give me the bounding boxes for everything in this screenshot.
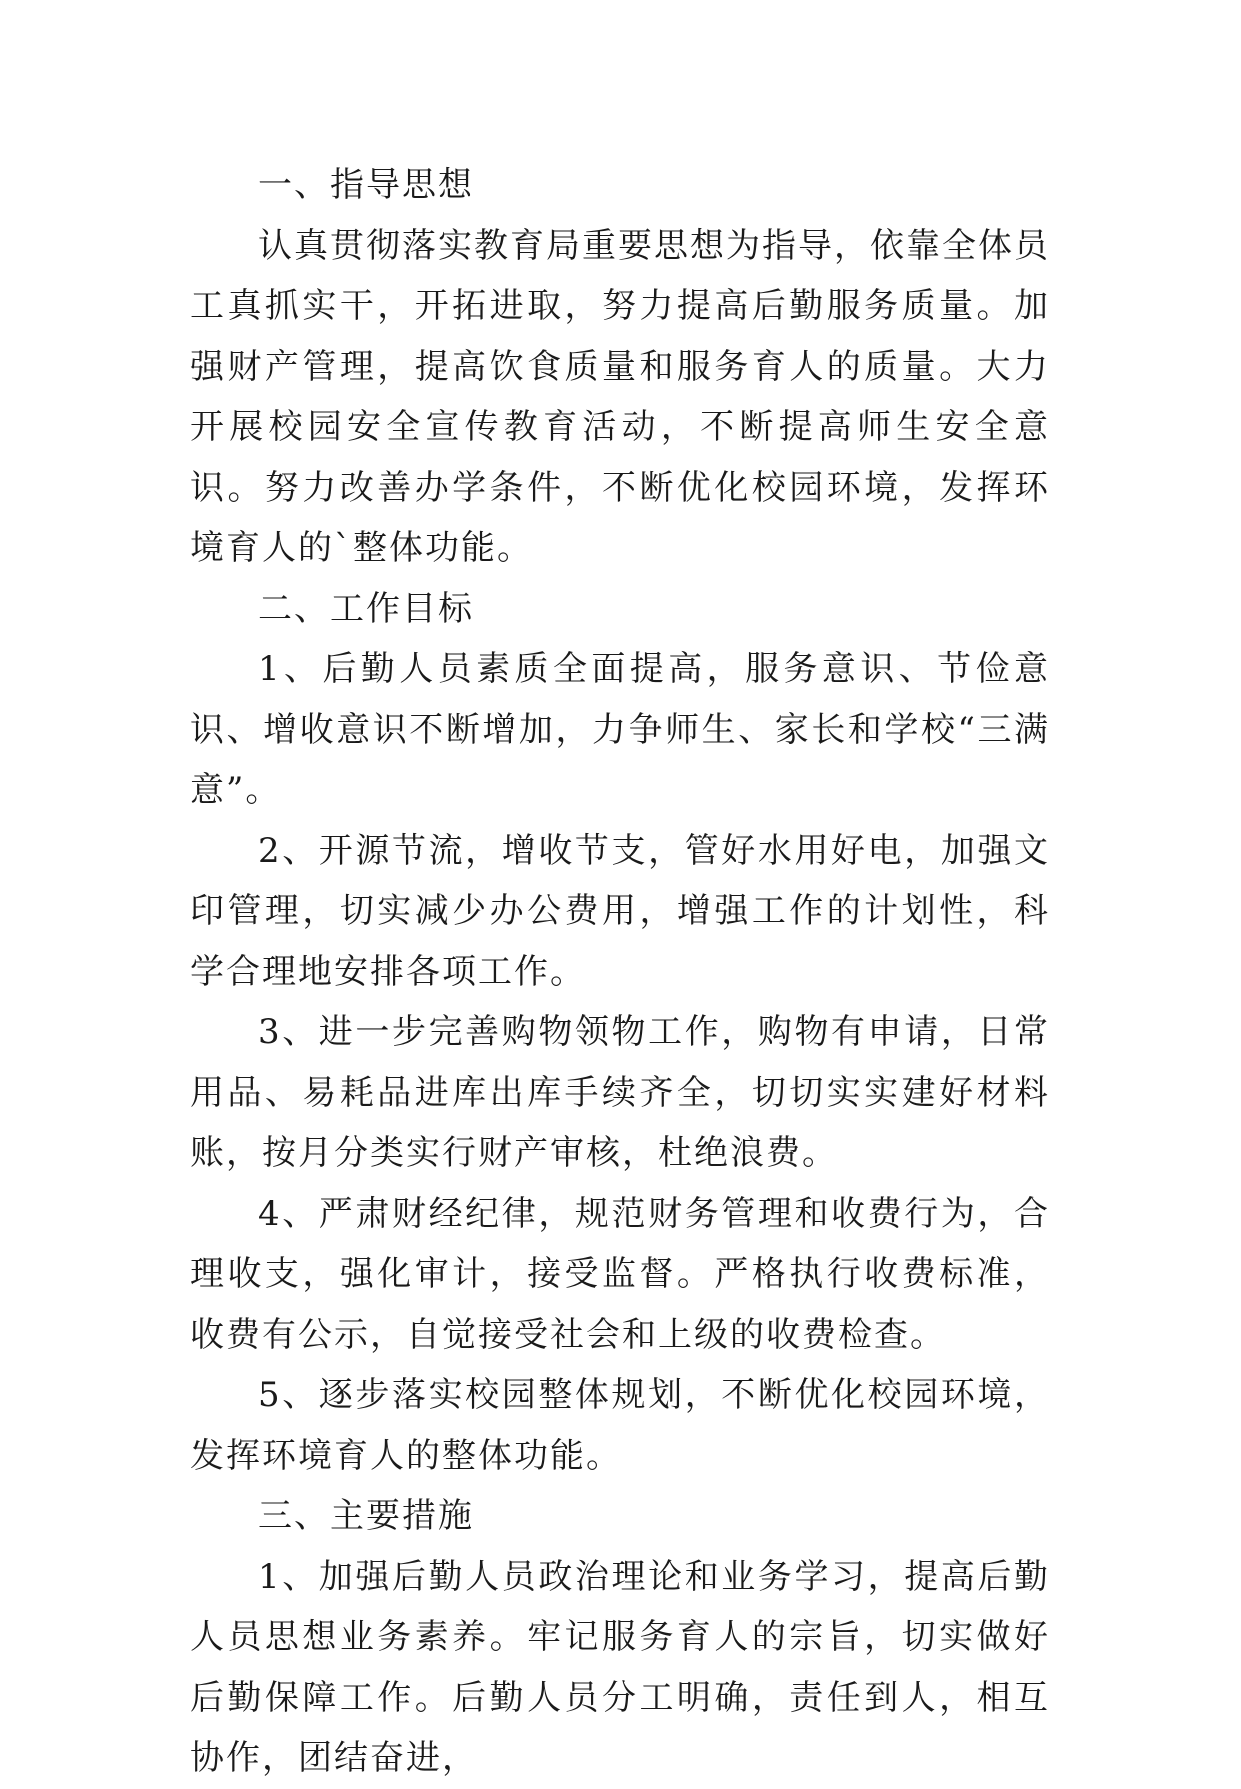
paragraph: 认真贯彻落实教育局重要思想为指导，依靠全体员工真抓实干，开拓进取，努力提高后勤服务质量。加强财产管理，提高饮食质量和服务育人的质量。大力开展校园安全宣传教育活动，不断提高师生安全意识。努力改善办学条件，不断优化校园环境，发挥环境育人的`整体功能。 [190,225,1050,568]
section-heading-guiding-ideology: 一、指导思想 [258,165,474,205]
document-body [190,155,1050,1789]
paragraph: 2、开源节流，增收节支，管好水用好电，加强文印管理，切实减少办公费用，增强工作的计划性，科学合理地安排各项工作。 [190,830,1050,992]
paragraph: 5、逐步落实校园整体规划，不断优化校园环境，发挥环境育人的整体功能。 [190,1375,1050,1476]
paragraph: 3、进一步完善购物领物工作，购物有申请，日常用品、易耗品进库出库手续齐全，切切实实建好材料账，按月分类实行财产审核，杜绝浪费。 [190,1012,1050,1173]
section-heading-main-measures: 三、主要措施 [258,1496,474,1536]
section-heading-work-goals: 二、工作目标 [258,588,474,629]
paragraph: 1、加强后勤人员政治理论和业务学习，提高后勤人员思想业务素养。牢记服务育人的宗旨，切实做好后勤保障工作。后勤人员分工明确，责任到人，相互协作，团结奋进， [190,1556,1050,1778]
paragraph: 4、严肃财经纪律，规范财务管理和收费行为，合理收支，强化审计，接受监督。严格执行收费标准，收费有公示，自觉接受社会和上级的收费检查。 [190,1193,1050,1355]
paragraph: 1、后勤人员素质全面提高，服务意识、节俭意识、增收意识不断增加，力争师生、家长和学校“三满意”。 [190,649,1050,810]
